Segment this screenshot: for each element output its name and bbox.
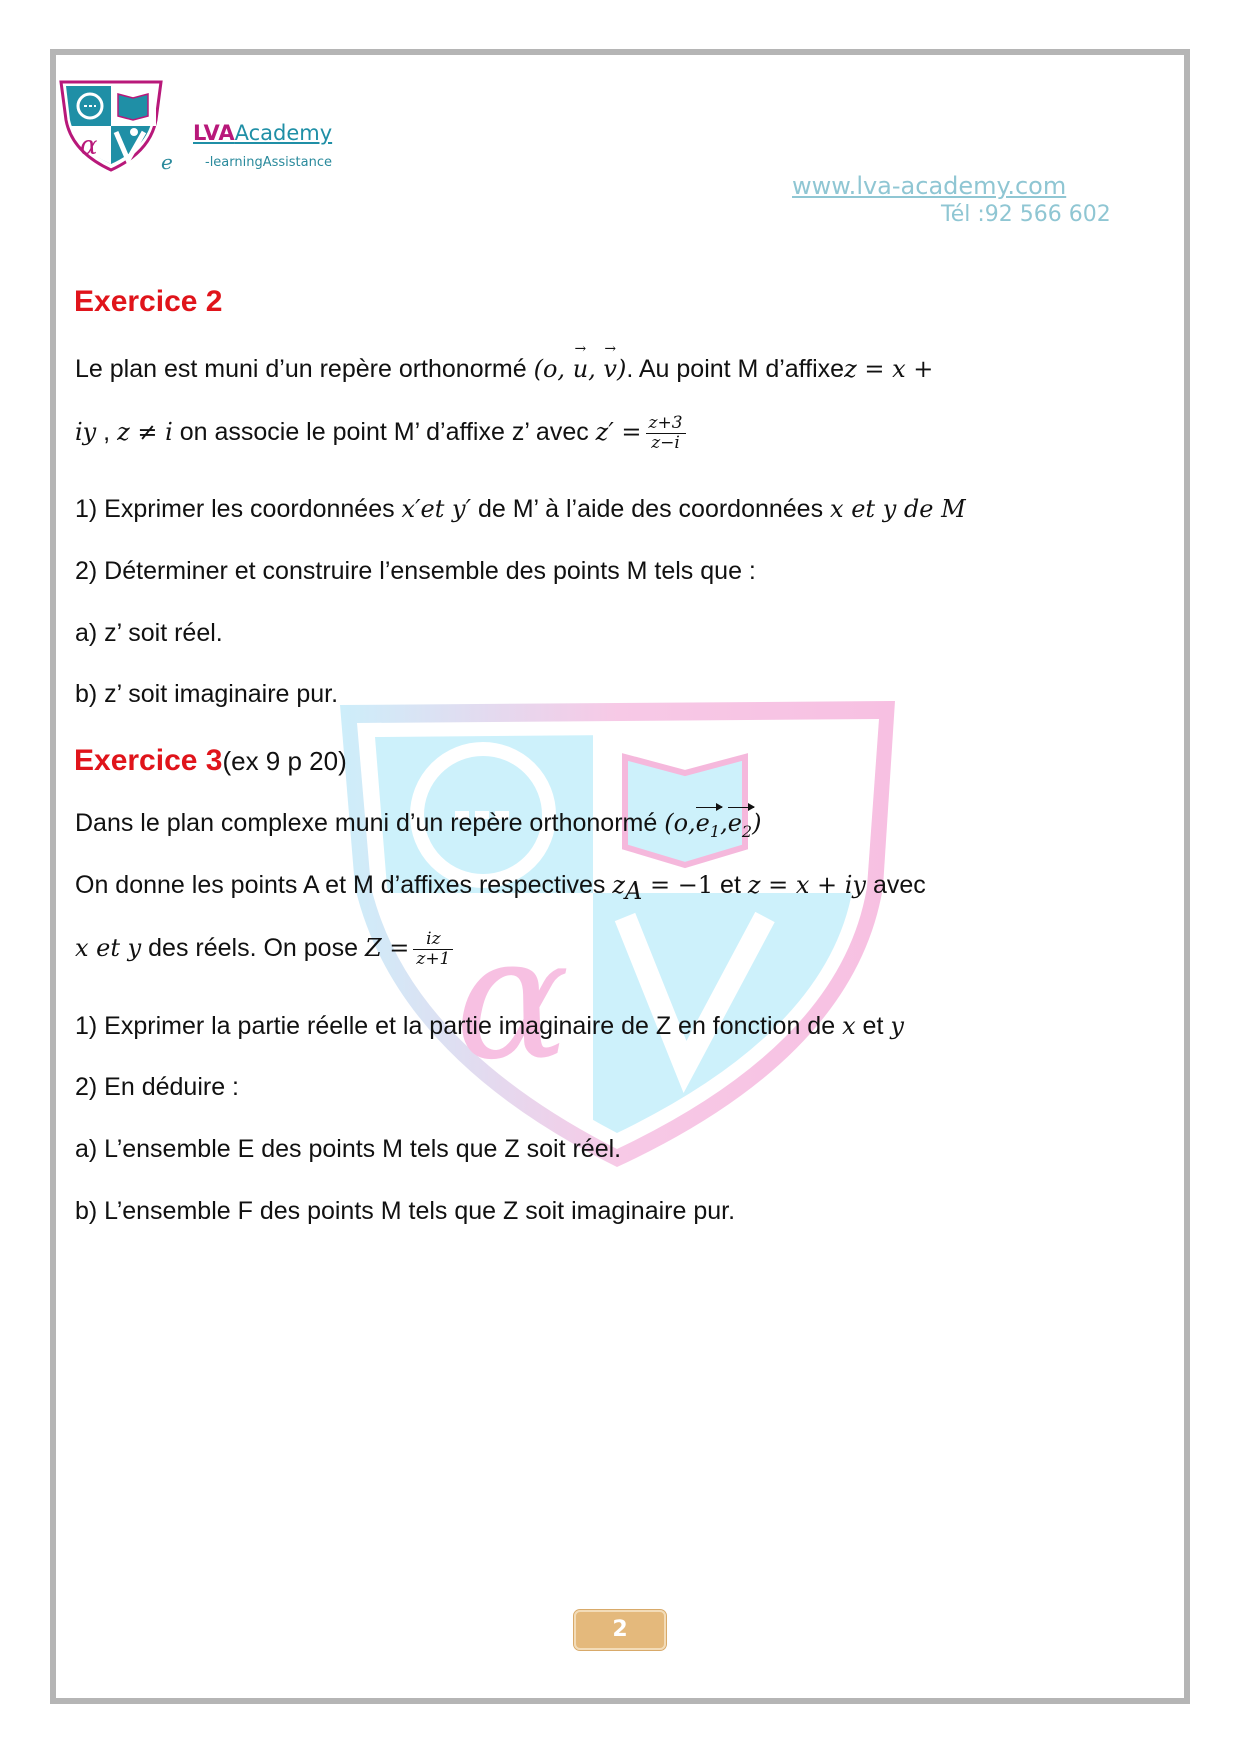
math: ) (752, 809, 762, 837)
vector-v: → v (603, 355, 617, 383)
math: e (727, 809, 742, 837)
text: des réels. On pose (141, 933, 365, 962)
exercise-3-intro-line3 (75, 930, 453, 968)
exercise-2-question-2a: a) z’ soit réel. (75, 619, 223, 647)
text: on associe le point M’ d’affixe z’ avec (172, 417, 596, 446)
website-link[interactable]: www.lva-academy.com (792, 172, 1067, 200)
math: e (695, 809, 710, 837)
text: On donne les points A et M d’affixes respectives (75, 871, 613, 899)
subscript: 2 (741, 821, 753, 841)
text: et (713, 871, 748, 899)
svg-text:α: α (455, 900, 570, 1098)
exercise-2-title: Exercice 2 (74, 285, 223, 318)
math: (o, (533, 355, 573, 383)
math: x′et y′ (401, 495, 472, 523)
page-number-badge: 2 (574, 1610, 666, 1650)
exercise-2-question-2b: b) z’ soit imaginaire pur. (75, 680, 339, 708)
fraction-denominator: z−i (651, 432, 680, 453)
fraction-denominator: z+1 (416, 948, 451, 969)
vector-e1 (696, 809, 720, 841)
fraction (646, 414, 686, 452)
exercise-3-source: (ex 9 p 20) (222, 746, 347, 776)
logo-e-letter: e (161, 150, 173, 174)
math: x (842, 1012, 856, 1040)
math: (o, (664, 809, 696, 837)
svg-text:α: α (80, 131, 98, 161)
fraction-numerator: iz (413, 930, 453, 950)
math: y (890, 1012, 904, 1040)
phone-number: Tél :92 566 602 (941, 202, 1111, 227)
exercise-3-question-2b: b) L’ensemble F des points M tels que Z soit imaginaire pur. (75, 1197, 736, 1225)
math: ) (616, 355, 627, 383)
math: z (612, 871, 625, 899)
math: z ≠ i (117, 417, 173, 446)
text: Le plan est muni d’un repère orthonormé (75, 355, 534, 383)
math: z = x + (844, 355, 934, 383)
text: Dans le plan complexe muni d’un repère orthonormé (75, 809, 665, 837)
brand-name (193, 121, 332, 145)
exercise-3-intro-line2 (75, 871, 926, 905)
math: z′ = (595, 417, 642, 446)
math: , (588, 355, 604, 383)
text: . Au point M d’affixe (626, 355, 845, 383)
exercise-2-intro-line2 (75, 414, 686, 452)
text: et (855, 1012, 891, 1040)
vector-u: → u (573, 355, 588, 383)
fraction-numerator: z+3 (646, 414, 686, 434)
math: x et y de M (830, 495, 966, 523)
exercise-3-question-2: 2) En déduire : (75, 1073, 239, 1101)
vector-e2 (728, 809, 752, 841)
exercise-3-intro-line1 (75, 809, 761, 841)
exercise-3-question-1 (75, 1012, 904, 1041)
fraction (413, 930, 453, 968)
subscript: A (625, 877, 643, 905)
text: , (96, 417, 118, 446)
math: iy (75, 417, 97, 446)
math: = −1 (642, 871, 714, 899)
exercise-2-question-1 (75, 495, 966, 524)
brand-tagline: -learningAssistance (205, 155, 332, 170)
brand-prefix: LVA (193, 121, 235, 145)
math: Z = (364, 933, 410, 962)
subscript: 1 (709, 821, 721, 841)
text: avec (866, 871, 926, 899)
lva-academy-logo-icon (58, 80, 164, 172)
text: de M’ à l’aide des coordonnées (471, 495, 831, 523)
exercise-3-title (74, 744, 347, 778)
math: x et y (75, 933, 142, 962)
exercise-2-intro-line1 (75, 355, 933, 384)
text: 1) Exprimer les coordonnées (75, 495, 402, 523)
exercise-2-question-2: 2) Déterminer et construire l’ensemble des points M tels que : (75, 557, 756, 585)
exercise-3-title-text: Exercice 3 (74, 744, 223, 777)
exercise-3-question-2a: a) L’ensemble E des points M tels que Z soit réel. (75, 1135, 622, 1163)
text: 1) Exprimer la partie réelle et la partie imaginaire de Z en fonction de (75, 1012, 843, 1040)
brand-suffix: Academy (234, 121, 333, 145)
math: z = x + iy (747, 871, 866, 899)
math: , (720, 809, 728, 837)
